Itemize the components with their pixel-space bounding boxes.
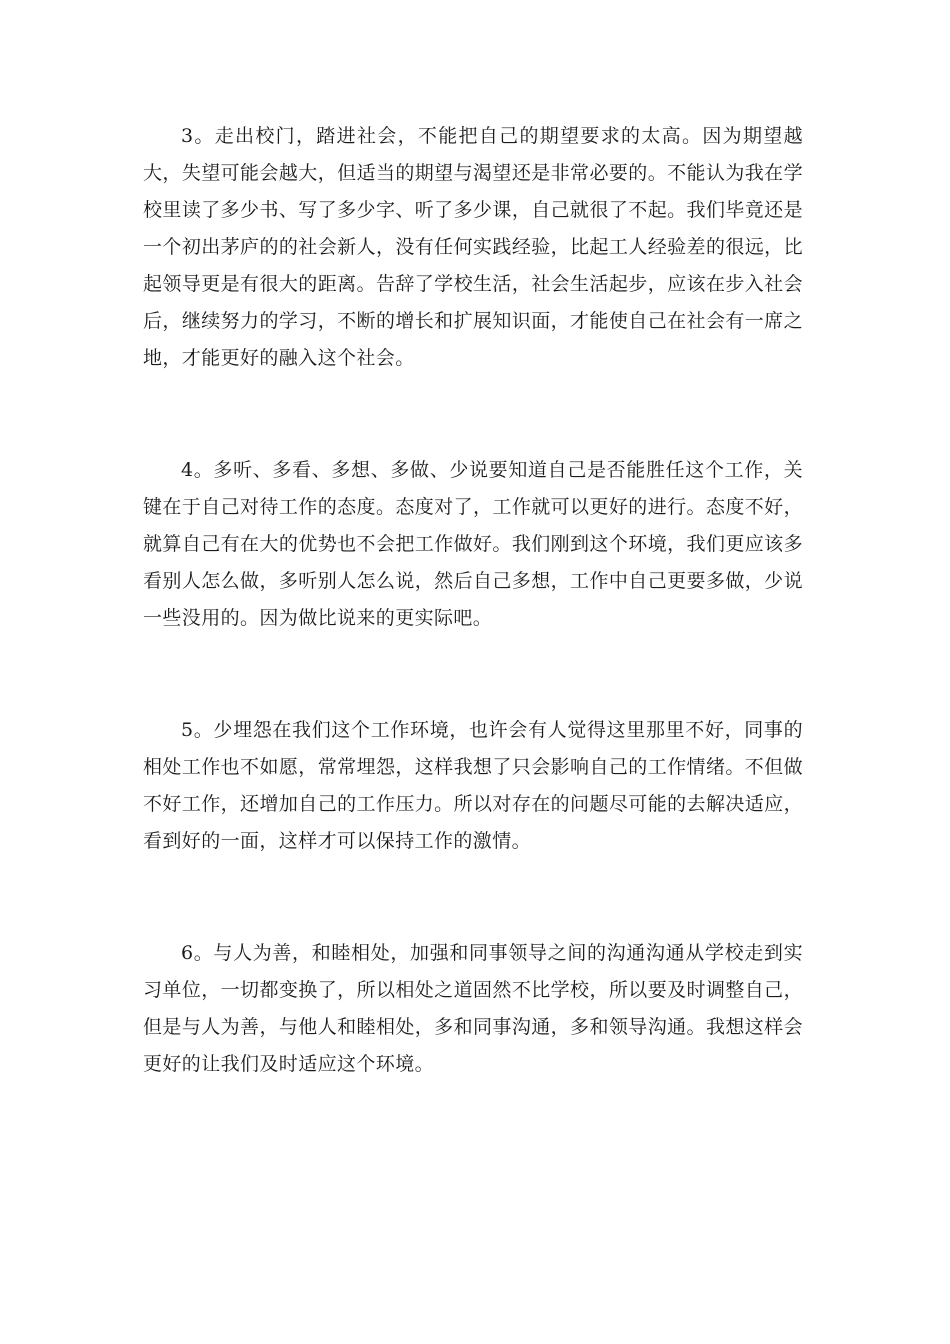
paragraph-6: 6。与人为善，和睦相处，加强和同事领导之间的沟通沟通从学校走到实习单位，一切都变换了，所以相处之道固然不比学校，所以要及时调整自己，但是与人为善，与他人和睦相处，多和同事沟通，多和领导沟通。我想这样会更好的让我们及时适应这个环境。 bbox=[143, 942, 803, 1075]
paragraph-3: 3。走出校门，踏进社会，不能把自己的期望要求的太高。因为期望越大，失望可能会越大，但适当的期望与渴望还是非常必要的。不能认为我在学校里读了多少书、写了多少字、听了多少课，自己就很了不起。我们毕竟还是一个初出茅庐的的社会新人，没有任何实践经验，比起工人经验差的很远，比起领导更是有很大的距离。告辞了学校生活，社会生活起步，应该在步入社会后，继续努力的学习，不断的增长和扩展知识面，才能使自己在社会有一席之地，才能更好的融入这个社会。 bbox=[143, 125, 803, 369]
paragraph-4: 4。多听、多看、多想、多做、少说要知道自己是否能胜任这个工作，关键在于自己对待工作的态度。态度对了，工作就可以更好的进行。态度不好，就算自己有在大的优势也不会把工作做好。我们刚到这个环境，我们更应该多看别人怎么做，多听别人怎么说，然后自己多想，工作中自己更要多做，少说一些没用的。因为做比说来的更实际吧。 bbox=[143, 459, 803, 629]
paragraph-5: 5。少埋怨在我们这个工作环境，也许会有人觉得这里那里不好，同事的相处工作也不如愿，常常埋怨，这样我想了只会影响自己的工作情绪。不但做不好工作，还增加自己的工作压力。所以对存在的问题尽可能的去解决适应，看到好的一面，这样才可以保持工作的激情。 bbox=[143, 719, 803, 852]
document-body bbox=[143, 118, 803, 1083]
